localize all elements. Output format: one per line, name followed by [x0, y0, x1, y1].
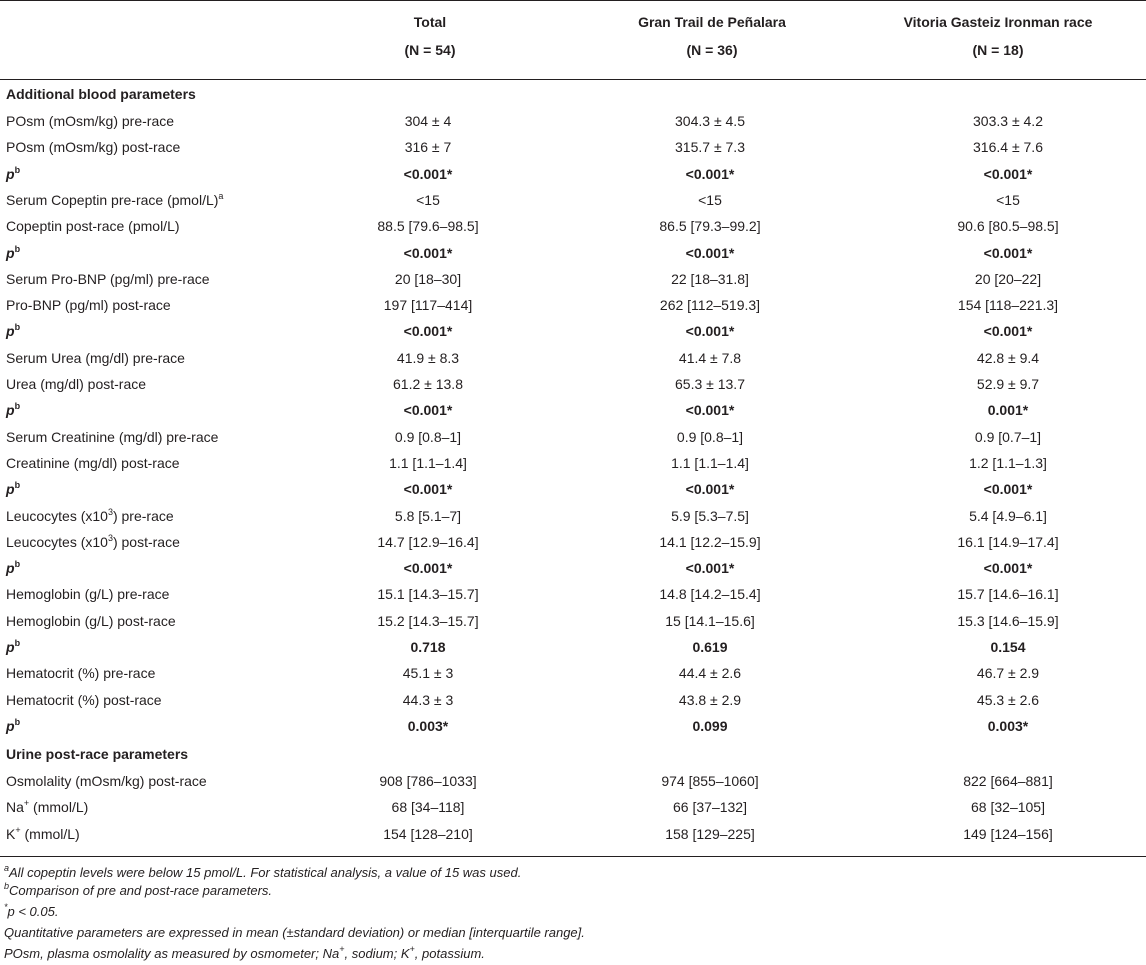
cell-trail: <0.001*	[685, 165, 735, 182]
cell-ironman: 0.003*	[987, 717, 1029, 734]
row-label: Urea (mg/dl) post-race	[6, 376, 147, 392]
cell-total: 14.7 [12.9–16.4]	[377, 533, 479, 550]
cell-trail: <0.001*	[685, 560, 735, 577]
cell-trail: 0.099	[692, 717, 728, 734]
section-heading	[0, 741, 1146, 767]
cell-trail: 974 [855–1060]	[661, 773, 759, 789]
table-row	[0, 134, 1146, 160]
table-row	[0, 450, 1146, 476]
header-total-n: (N = 54)	[404, 42, 456, 58]
cell-ironman: <0.001*	[983, 481, 1033, 498]
cell-total: 0.003*	[407, 717, 449, 734]
cell-trail: 5.9 [5.3–7.5]	[671, 507, 749, 524]
header-ironman: Vitoria Gasteiz Ironman race	[903, 14, 1093, 30]
cell-total: 68 [34–118]	[391, 799, 465, 816]
table-row	[0, 687, 1146, 713]
cell-trail: 44.4 ± 2.6	[678, 665, 742, 682]
cell-total: 41.9 ± 8.3	[396, 349, 460, 366]
cell-ironman: <15	[996, 191, 1020, 208]
cell-total: 0.9 [0.8–1]	[394, 428, 462, 445]
table-row	[0, 503, 1146, 529]
table-row	[0, 581, 1146, 607]
row-label: Osmolality (mOsm/kg) post-race	[6, 773, 207, 789]
cell-total: 15.2 [14.3–15.7]	[377, 612, 479, 629]
table-row	[0, 660, 1146, 686]
table-row	[0, 608, 1146, 634]
cell-trail: 14.8 [14.2–15.4]	[659, 586, 761, 603]
header-total: Total	[413, 14, 447, 30]
cell-trail: 43.8 ± 2.9	[678, 691, 742, 708]
cell-trail: 0.619	[692, 639, 728, 655]
row-label: POsm (mOsm/kg) pre-race	[6, 113, 175, 129]
cell-trail: 304.3 ± 4.5	[675, 113, 745, 129]
row-label: $p^b$	[6, 638, 21, 655]
row-label: Serum Urea (mg/dl) pre-race	[6, 349, 185, 366]
cell-ironman: 303.3 ± 4.2	[973, 113, 1043, 129]
cell-total: <0.001*	[403, 560, 453, 577]
row-label: Hematocrit (%) post-race	[6, 691, 162, 708]
cell-total: <0.001*	[403, 481, 453, 498]
cell-total: 1.1 [1.1–1.4]	[389, 454, 467, 471]
row-label: Na+ (mmol/L)	[6, 798, 89, 816]
cell-ironman: 42.8 ± 9.4	[976, 349, 1040, 366]
row-label: Serum Creatinine (mg/dl) pre-race	[6, 428, 219, 445]
p-value-row	[0, 397, 1146, 423]
p-value-row	[0, 713, 1146, 739]
row-label: $p^b$	[6, 716, 21, 734]
cell-total: 44.3 ± 3	[402, 691, 454, 708]
cell-ironman: <0.001*	[983, 323, 1033, 340]
cell-ironman: 15.3 [14.6–15.9]	[957, 612, 1059, 629]
row-label: Pro-BNP (pg/ml) post-race	[6, 297, 171, 314]
footnote-b: $^b$Comparison of pre and post-race parameters.	[4, 881, 273, 898]
row-label: $p^b$	[6, 164, 21, 182]
footnote-abbreviations: POsm, plasma osmolality as measured by osmometer; Na+, sodium; K+, potassium.	[4, 944, 485, 961]
p-value-row	[0, 161, 1146, 187]
row-label: Serum Pro-BNP (pg/ml) pre-race	[6, 270, 210, 287]
header-trail-n: (N = 36)	[686, 42, 738, 58]
cell-ironman: 0.9 [0.7–1]	[974, 428, 1042, 445]
table-row	[0, 213, 1146, 239]
cell-total: 154 [128–210]	[383, 825, 473, 842]
cell-total: 908 [786–1033]	[379, 773, 477, 789]
cell-ironman: 149 [124–156]	[963, 825, 1053, 842]
section-blood-label: Additional blood parameters	[6, 86, 196, 102]
table-row	[0, 266, 1146, 292]
cell-total: 0.718	[410, 639, 446, 655]
cell-total: 15.1 [14.3–15.7]	[377, 586, 479, 603]
cell-trail: <15	[698, 191, 722, 208]
p-value-row	[0, 240, 1146, 266]
cell-trail: 66 [37–132]	[673, 799, 747, 816]
header-trail: Gran Trail de Peñalara	[638, 14, 786, 30]
cell-ironman: 16.1 [14.9–17.4]	[957, 533, 1059, 550]
header-rule	[0, 79, 1146, 80]
cell-trail: 41.4 ± 7.8	[678, 349, 742, 366]
cell-trail: 65.3 ± 13.7	[675, 376, 745, 392]
cell-ironman: <0.001*	[983, 560, 1033, 577]
table-row	[0, 529, 1146, 555]
p-value-row	[0, 476, 1146, 502]
section-heading	[0, 81, 1146, 107]
cell-ironman: 822 [664–881]	[963, 773, 1053, 789]
cell-total: <0.001*	[403, 244, 453, 261]
row-label: K+ (mmol/L)	[6, 824, 80, 842]
cell-trail: 14.1 [12.2–15.9]	[659, 533, 761, 550]
cell-total: <0.001*	[403, 323, 453, 340]
row-label: Hemoglobin (g/L) post-race	[6, 612, 176, 629]
cell-ironman: <0.001*	[983, 244, 1033, 261]
table-row	[0, 794, 1146, 820]
cell-total: 304 ± 4	[404, 113, 452, 129]
cell-ironman: <0.001*	[983, 165, 1033, 182]
cell-trail: 22 [18–31.8]	[671, 270, 749, 287]
cell-total: 61.2 ± 13.8	[393, 376, 463, 392]
cell-trail: 262 [112–519.3]	[659, 297, 761, 314]
cell-ironman: 154 [118–221.3]	[957, 297, 1059, 314]
cell-trail: <0.001*	[685, 323, 735, 340]
cell-trail: <0.001*	[685, 244, 735, 261]
footnote-quant: Quantitative parameters are expressed in mean (±standard deviation) or median [interquartile range].	[4, 925, 585, 940]
cell-total: <15	[416, 191, 440, 208]
cell-ironman: 1.2 [1.1–1.3]	[969, 454, 1047, 471]
cell-total: 197 [117–414]	[383, 297, 473, 314]
top-rule	[0, 0, 1146, 1]
cell-total: <0.001*	[403, 402, 453, 419]
cell-ironman: 5.4 [4.9–6.1]	[969, 507, 1047, 524]
row-label: $p^b$	[6, 559, 21, 577]
cell-trail: 15 [14.1–15.6]	[665, 612, 755, 629]
cell-ironman: 0.001*	[987, 402, 1029, 419]
header-ironman-n: (N = 18)	[972, 42, 1024, 58]
row-label: POsm (mOsm/kg) post-race	[6, 139, 181, 156]
cell-total: 45.1 ± 3	[402, 665, 454, 682]
footnote-a: $^a$All copeptin levels were below 15 pmol/L. For statistical analysis, a value of 15 was used.	[4, 863, 522, 880]
cell-total: 88.5 [79.6–98.5]	[377, 218, 479, 235]
cell-trail: <0.001*	[685, 481, 735, 498]
table-row	[0, 187, 1146, 213]
p-value-row	[0, 318, 1146, 344]
table-row	[0, 292, 1146, 318]
cell-trail: <0.001*	[685, 402, 735, 419]
cell-ironman: 316.4 ± 7.6	[973, 139, 1043, 156]
cell-total: <0.001*	[403, 165, 453, 182]
row-label: Leucocytes $(x10^3)$ post-race	[6, 532, 180, 550]
row-label: Creatinine (mg/dl) post-race	[6, 454, 180, 471]
cell-trail: 86.5 [79.3–99.2]	[659, 218, 761, 235]
cell-total: 5.8 [5.1–7]	[394, 507, 462, 524]
table-row	[0, 371, 1146, 397]
table-row	[0, 345, 1146, 371]
cell-ironman: 68 [32–105]	[971, 799, 1045, 816]
bottom-rule	[0, 856, 1146, 857]
cell-ironman: 15.7 [14.6–16.1]	[957, 586, 1059, 603]
cell-trail: 315.7 ± 7.3	[675, 139, 745, 156]
cell-ironman: 45.3 ± 2.6	[976, 691, 1040, 708]
row-label: Hematocrit (%) pre-race	[6, 665, 156, 682]
row-label: $p^b$	[6, 243, 21, 261]
table-row	[0, 108, 1146, 134]
cell-trail: 158 [129–225]	[665, 825, 755, 842]
table-row	[0, 768, 1146, 794]
row-label: $p^b$	[6, 322, 21, 340]
row-label: Serum Copeptin pre-race (pmol/L)$^a$	[6, 190, 224, 208]
table-row	[0, 424, 1146, 450]
row-label: $p^b$	[6, 480, 21, 498]
section-urine-label: Urine post-race parameters	[6, 746, 189, 762]
footnote-star: *p < 0.05.	[4, 902, 59, 919]
row-label: Leucocytes $(x10^3)$ pre-race	[6, 506, 174, 524]
cell-total: 316 ± 7	[404, 139, 452, 156]
table-row	[0, 821, 1146, 847]
row-label: $p^b$	[6, 401, 21, 419]
cell-ironman: 52.9 ± 9.7	[976, 376, 1040, 392]
p-value-row	[0, 555, 1146, 581]
row-label: Copeptin post-race (pmol/L)	[6, 218, 180, 235]
cell-total: 20 [18–30]	[394, 270, 462, 287]
cell-trail: 1.1 [1.1–1.4]	[671, 454, 749, 471]
p-value-row	[0, 634, 1146, 660]
cell-ironman: 0.154	[990, 639, 1026, 655]
cell-trail: 0.9 [0.8–1]	[676, 428, 744, 445]
cell-ironman: 46.7 ± 2.9	[976, 665, 1040, 682]
cell-ironman: 90.6 [80.5–98.5]	[957, 218, 1059, 235]
cell-ironman: 20 [20–22]	[974, 270, 1042, 287]
row-label: Hemoglobin (g/L) pre-race	[6, 586, 170, 603]
